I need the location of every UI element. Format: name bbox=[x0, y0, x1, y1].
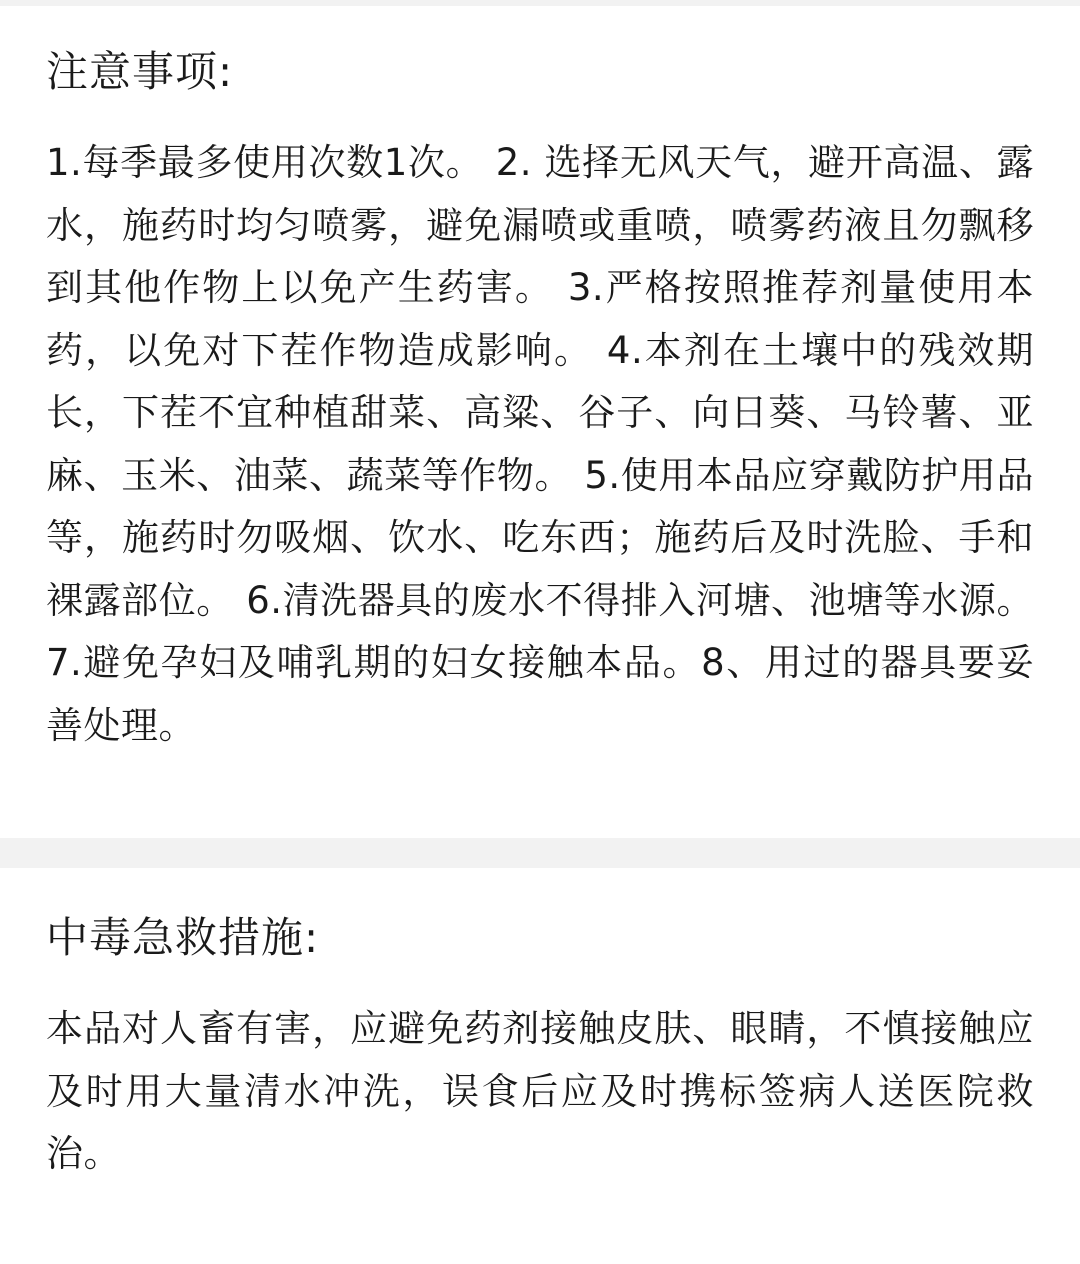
first-aid-title: 中毒急救措施: bbox=[46, 913, 320, 962]
precautions-text: 1.每季最多使用次数1次。 2. 选择无风天气，避开高温、露水，施药时均匀喷雾，避免漏喷或重喷，喷雾药液且勿飘移到其他作物上以免产生药害。 3.严格按照推荐剂量使用本药，以免对下茬作物造成影响。 4.本剂在土壤中的残效期长，下茬不宜种植甜菜、高粱、谷子、向日葵、马铃薯、亚麻、玉米、油菜、蔬菜等作物。 5.使用本品应穿戴防护用品等，施药时勿吸烟、饮水、吃东西；施药后及时洗脸、手和裸露部位。 6.清洗器具的废水不得排入河塘、池塘等水源。 7.避免孕妇及哺乳期的妇女接触本品。8、用过的器具要妥善处理。 bbox=[46, 141, 1034, 747]
section-divider bbox=[0, 838, 1080, 868]
precautions-title: 注意事项: bbox=[46, 47, 234, 96]
precautions-section bbox=[0, 6, 1080, 838]
first-aid-section bbox=[0, 868, 1080, 1186]
first-aid-text: 本品对人畜有害，应避免药剂接触皮肤、眼睛，不慎接触应及时用大量清水冲洗，误食后应及时携标签病人送医院救治。 bbox=[46, 1007, 1034, 1175]
